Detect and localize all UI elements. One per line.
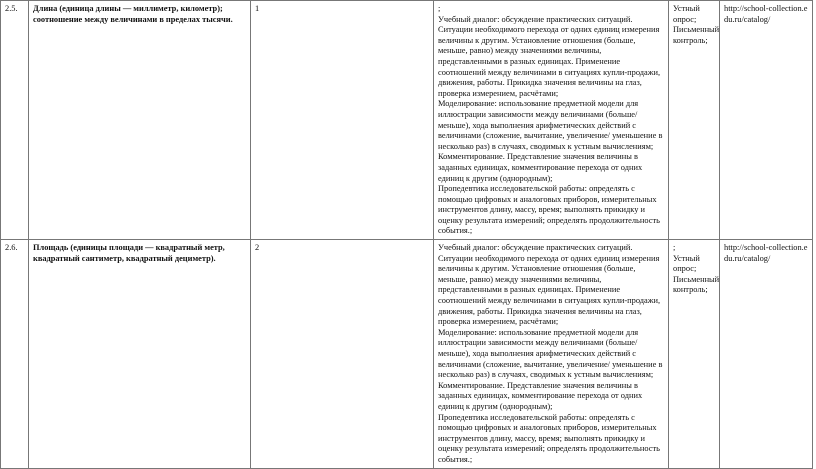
lesson-hours: 1: [251, 1, 434, 240]
control-text: опрос;: [673, 264, 697, 274]
activity-text: Комментирование. Представление значения величины в заданных единицах, комментирование перехода от одних единиц к другим (однородным);: [438, 152, 643, 183]
activity-text: Учебный диалог: обсуждение практических ситуаций. Ситуации необходимого перехода от одних единиц измерения величины к другим. Установление отношения (больше, меньше, равно) между значениями величины, представленными в разных единицах. Применение соотношений между величинами в ситуациях купли-продажи, движения, работы. Прикидка значения величины на глаз, проверка измерением, расчётами;: [438, 243, 661, 327]
lesson-topic: Площадь (единицы площади — квадратный метр, квадратный сантиметр, квадратный дециметр).: [29, 240, 251, 469]
activity-text: Моделирование: использование предметной модели для иллюстрации зависимости между величинами (больше/меньше), хода выполнения арифметических действий с величинами (сложение, вычитание, увеличение/ уменьшение в несколько раз) в случаях, сводимых к устным вычислениям;: [438, 99, 663, 151]
learning-activities: [434, 1, 669, 240]
resource-link[interactable]: http://school-collection.edu.ru/catalog/: [724, 243, 808, 263]
table-row: [1, 1, 813, 240]
lesson-number: 2.6.: [1, 240, 29, 469]
lesson-number: 2.5.: [1, 1, 29, 240]
control-text: Устный: [673, 253, 700, 263]
control-text: Письменный: [673, 274, 720, 284]
resource-link[interactable]: http://school-collection.edu.ru/catalog/: [724, 4, 808, 24]
lesson-topic: Длина (единица длины — миллиметр, километр); соотношение между величинами в пределах тысячи.: [29, 1, 251, 240]
control-text: Устный: [673, 4, 700, 13]
control-text: Письменный: [673, 25, 720, 35]
table-row: [1, 240, 813, 469]
lesson-hours: 2: [251, 240, 434, 469]
control-text: опрос;: [673, 14, 697, 24]
learning-activities: [434, 240, 669, 469]
activity-text: Моделирование: использование предметной модели для иллюстрации зависимости между величинами (больше/меньше), хода выполнения арифметических действий с величинами (сложение, вычитание, увеличение/ уменьшение в несколько раз) в случаях, сводимых к устным вычислениям;: [438, 327, 663, 380]
activity-text: Пропедевтика исследовательской работы: определять с помощью цифровых и аналоговых приборов, измерительных инструментов длину, массу, время; выполнять прикидку и оценку результата измерений; определять продолжительность события.;: [438, 412, 660, 464]
digital-resource: [720, 1, 813, 240]
digital-resource: [720, 240, 813, 469]
control-forms: [669, 1, 720, 240]
activity-text: Учебный диалог: обсуждение практических ситуаций. Ситуации необходимого перехода от одних единиц измерения величины к другим. Установление отношения (больше, меньше, равно) между значениями величины, представленными в разных единицах. Применение соотношений между величинами в ситуациях купли-продажи, движения, работы. Прикидка значения величины на глаз, проверка измерением, расчётами;: [438, 14, 661, 98]
control-text: контроль;: [673, 35, 708, 45]
control-text: контроль;: [673, 285, 708, 295]
activity-text: ;: [438, 4, 441, 13]
control-text: ;: [673, 243, 676, 253]
activity-text: Комментирование. Представление значения величины в заданных единицах, комментирование перехода от одних единиц к другим (однородным);: [438, 380, 643, 411]
activity-text: Пропедевтика исследовательской работы: определять с помощью цифровых и аналоговых приборов, измерительных инструментов длину, массу, время; выполнять прикидку и оценку результата измерений; определять продолжительность события.;: [438, 184, 660, 236]
control-forms: [669, 240, 720, 469]
